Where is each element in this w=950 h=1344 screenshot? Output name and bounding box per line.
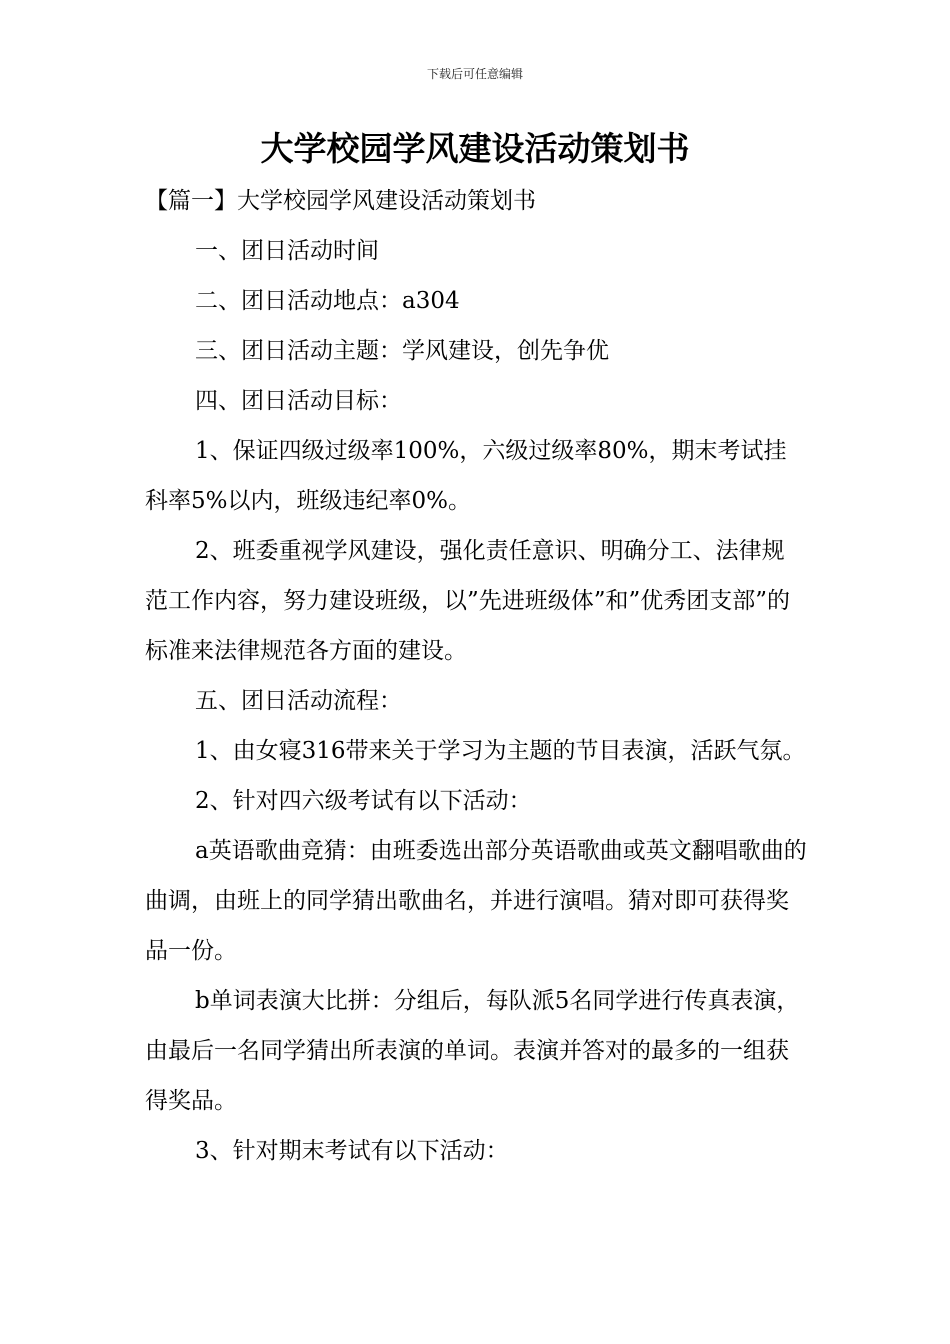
paragraph: 五、团日活动流程： (195, 688, 402, 714)
paragraph: 【篇一】大学校园学风建设活动策划书 (145, 188, 536, 214)
paragraph: a英语歌曲竞猜：由班委选出部分英语歌曲或英文翻唱歌曲的曲调，由班上的同学猜出歌曲名，并进行演唱。猜对即可获得奖品一份。 (145, 838, 807, 964)
paragraph: 2、班委重视学风建设，强化责任意识、明确分工、法律规范工作内容，努力建设班级，以”先进班级体”和”优秀团支部”的标准来法律规范各方面的建设。 (145, 538, 791, 664)
paragraph: 二、团日活动地点：a304 (195, 288, 460, 314)
paragraph: 四、团日活动目标： (195, 388, 402, 414)
paragraph: 一、团日活动时间 (195, 238, 379, 264)
document-title: 大学校园学风建设活动策划书 (260, 129, 690, 168)
document-body (145, 176, 807, 1176)
paragraph: 三、团日活动主题：学风建设，创先争优 (195, 338, 609, 364)
paragraph: 2、针对四六级考试有以下活动： (195, 788, 532, 814)
paragraph: 1、由女寝316带来关于学习为主题的节目表演，活跃气氛。 (195, 738, 806, 764)
paragraph: b单词表演大比拼：分组后，每队派5名同学进行传真表演，由最后一名同学猜出所表演的单词。表演并答对的最多的一组获得奖品。 (145, 988, 800, 1114)
paragraph: 1、保证四级过级率100%，六级过级率80%，期末考试挂科率5%以内，班级违纪率0%。 (145, 438, 787, 514)
paragraph: 3、针对期末考试有以下活动： (195, 1138, 509, 1164)
page-header-note: 下载后可任意编辑 (426, 67, 523, 81)
